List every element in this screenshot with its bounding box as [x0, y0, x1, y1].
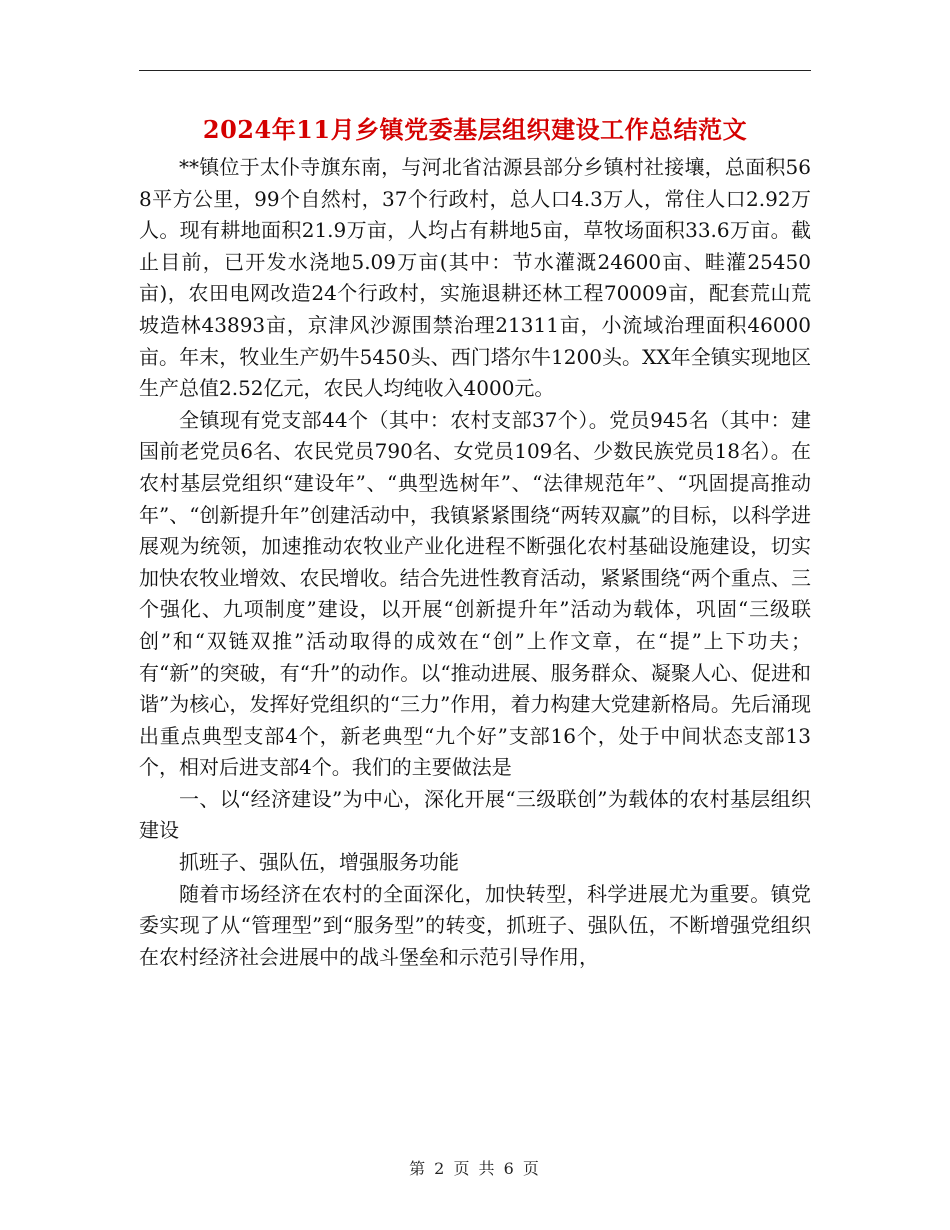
subheading-team-building: 抓班子、强队伍，增强服务功能	[179, 850, 459, 875]
page-number: 第 2 页 共 6 页	[409, 1159, 541, 1178]
document-title: 2024年11月乡镇党委基层组织建设工作总结范文	[202, 115, 748, 144]
paragraph-market-economy: 随着市场经济在农村的全面深化，加快转型，科学进展尤为重要。镇党委实现了从“管理型”到“服务型”的转变，抓班子、强队伍，不断增强党组织在农村经济社会进展中的战斗堡垒和示范引导作用，	[139, 881, 811, 969]
section-heading-one: 一、以“经济建设”为中心，深化开展“三级联创”为载体的农村基层组织建设	[139, 786, 811, 843]
header-rule	[139, 70, 811, 71]
document-body	[139, 152, 811, 973]
paragraph-overview: **镇位于太仆寺旗东南，与河北省沽源县部分乡镇村社接壤，总面积568平方公里，99个自然村，37个行政村，总人口4.3万人，常住人口2.92万人。现有耕地面积21.9万亩，人均占有耕地5亩，草牧场面积33.6万亩。截止目前，已开发水浇地5.09万亩(其中：节水灌溉24600亩、畦灌25450亩)，农田电网改造24个行政村，实施退耕还林工程70009亩，配套荒山荒坡造林43893亩，京津风沙源围禁治理21311亩，小流域治理面积46000亩。年末，牧业生产奶牛5450头、西门塔尔牛1200头。XX年全镇实现地区生产总值2.52亿元，农民人均纯收入4000元。	[139, 155, 811, 401]
paragraph-party-branches: 全镇现有党支部44个（其中：农村支部37个）。党员945名（其中：建国前老党员6名、农民党员790名、女党员109名、少数民族党员18名）。在农村基层党组织“建设年”、“典型选树年”、“法律规范年”、“巩固提高推动年”、“创新提升年”创建活动中，我镇紧紧围绕“两转双赢”的目标，以科学进展观为统领，加速推动农牧业产业化进程不断强化农村基础设施建设，切实加快农牧业增效、农民增收。结合先进性教育活动，紧紧围绕“两个重点、三个强化、九项制度”建设，以开展“创新提升年”活动为载体，巩固“三级联创”和“双链双推”活动取得的成效在“创”上作文章，在“提”上下功夫；有“新”的突破，有“升”的动作。以“推动进展、服务群众、凝聚人心、促进和谐”为核心，发挥好党组织的“三力”作用，着力构建大党建新格局。先后涌现出重点典型支部4个，新老典型“九个好”支部16个，处于中间状态支部13个，相对后进支部4个。我们的主要做法是	[139, 407, 811, 780]
